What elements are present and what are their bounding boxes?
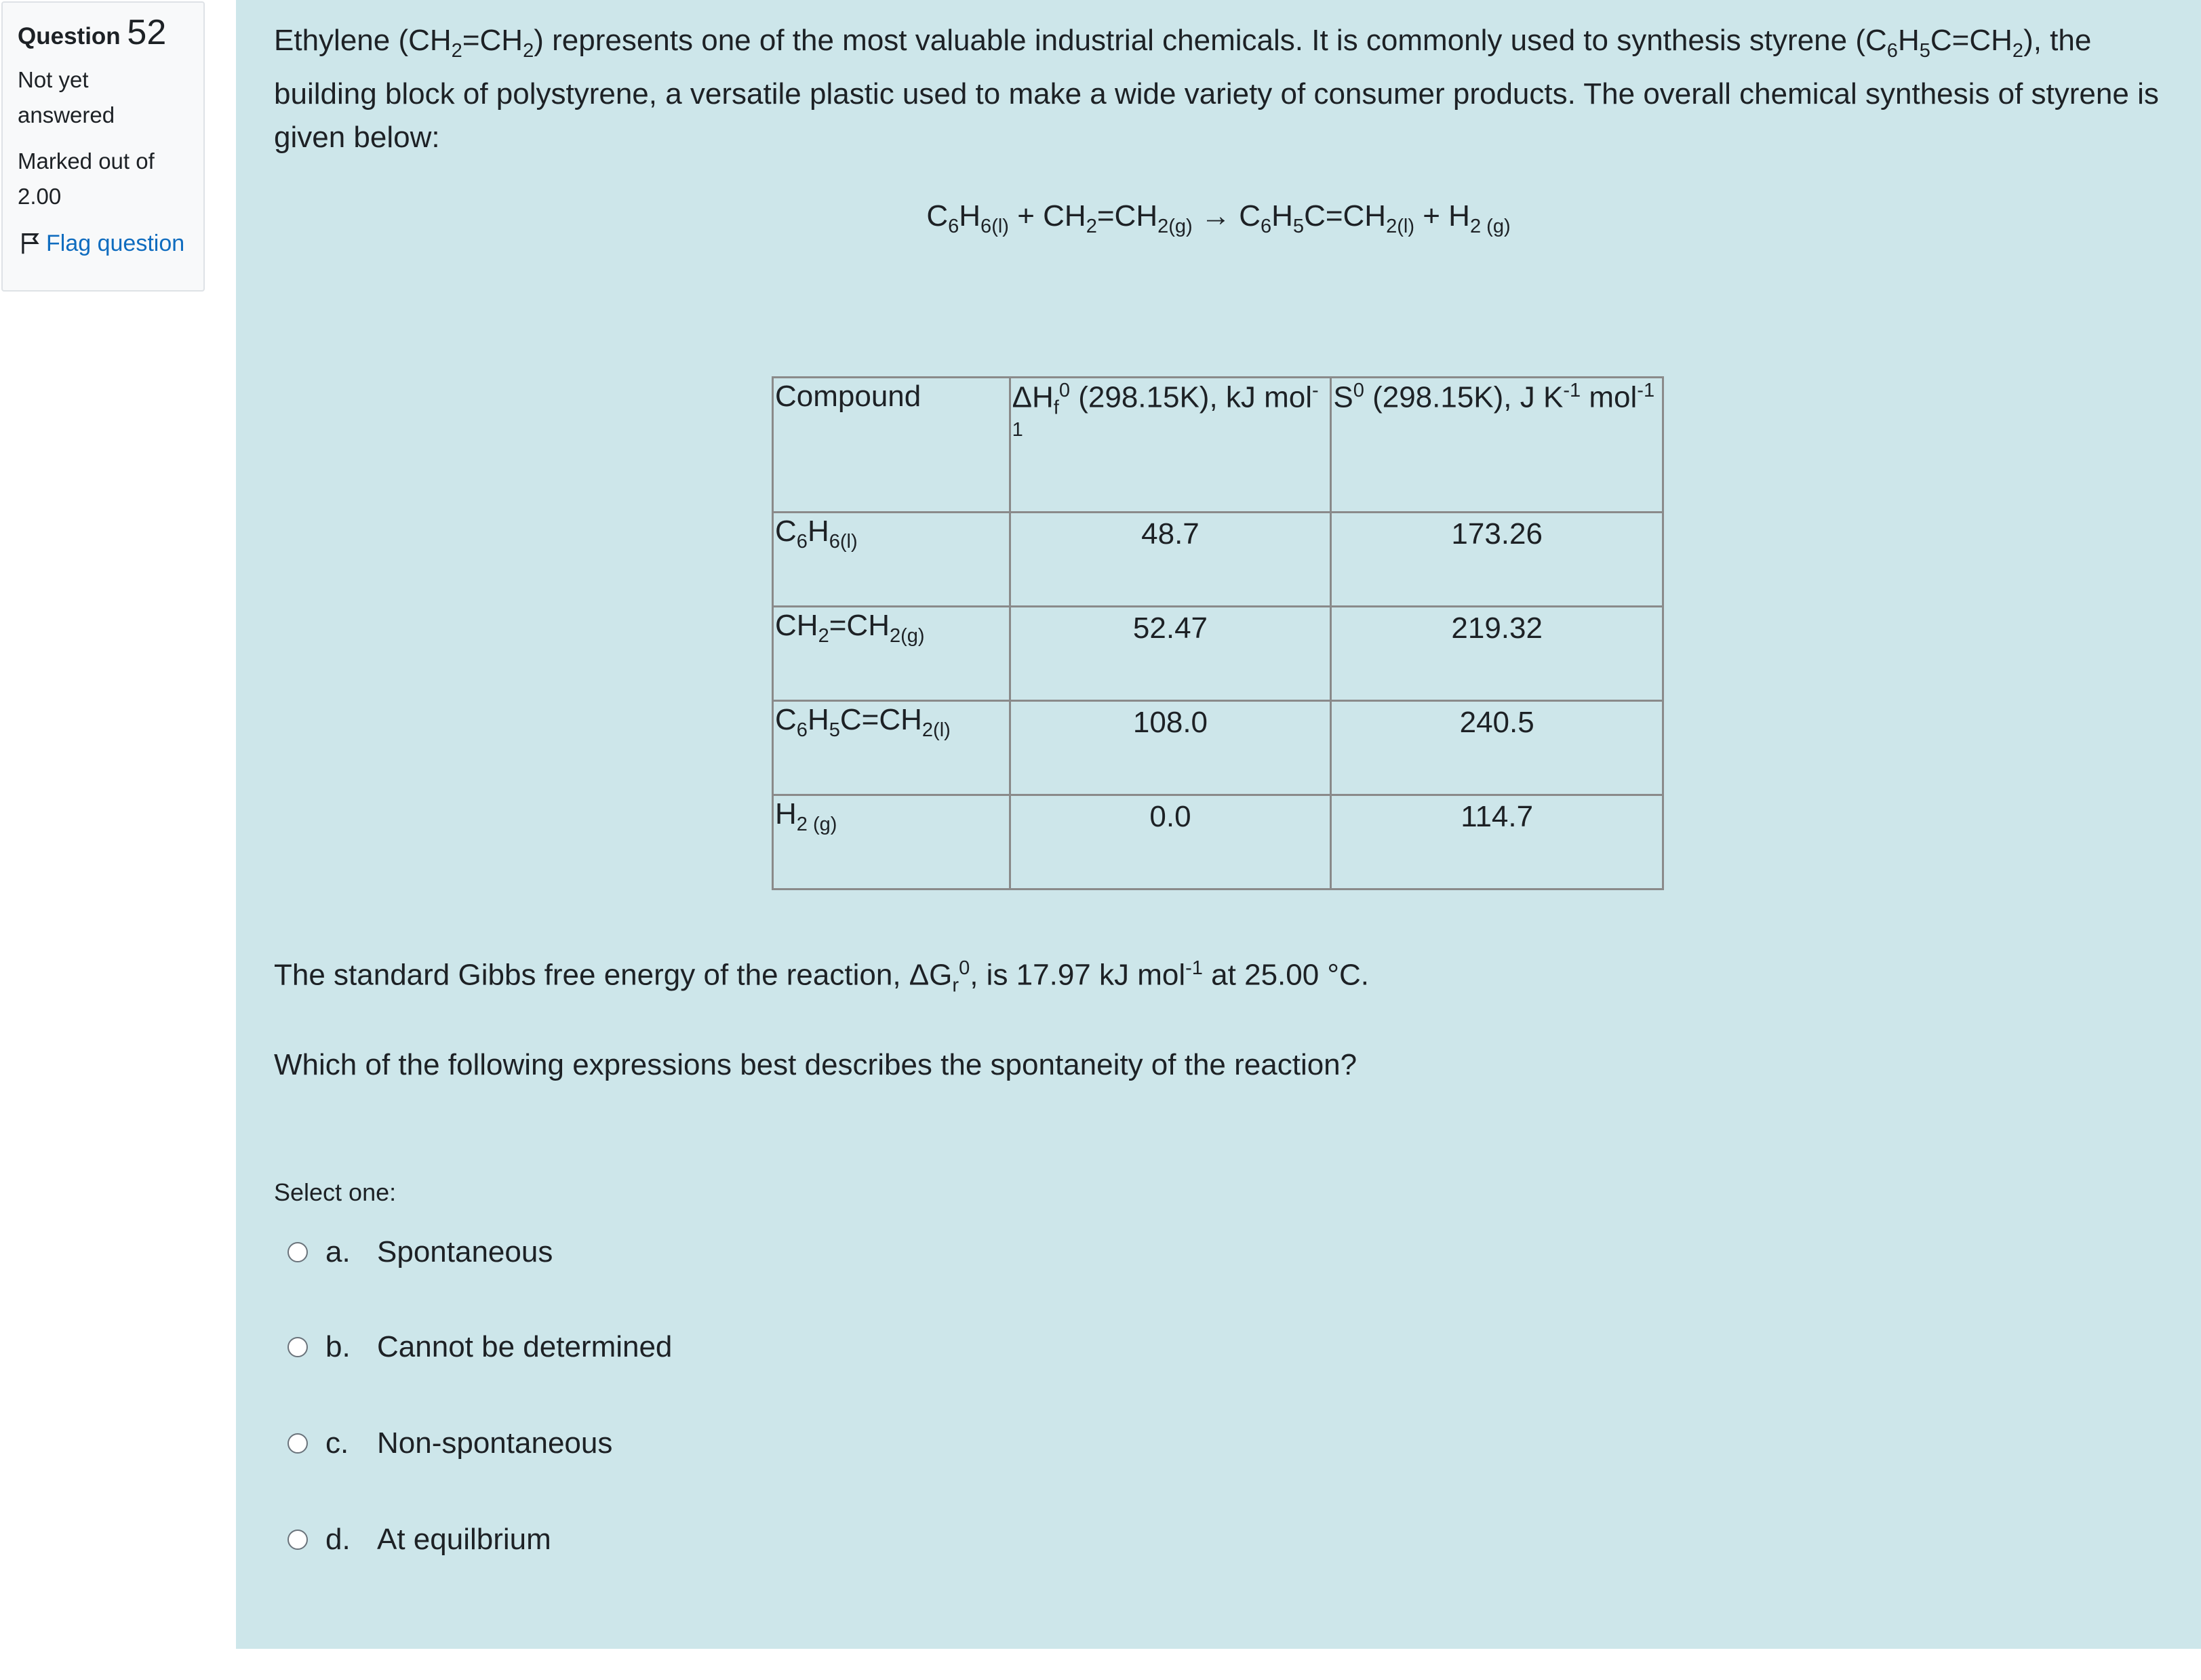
enthalpy-cell: 0.0 bbox=[1010, 795, 1331, 889]
answer-option-c[interactable] bbox=[287, 1426, 612, 1460]
option-letter-d: d. bbox=[325, 1523, 351, 1556]
question-info-panel bbox=[1, 1, 205, 292]
entropy-cell: 114.7 bbox=[1331, 795, 1663, 889]
header-compound: Compound bbox=[773, 378, 1010, 513]
table-row bbox=[773, 701, 1663, 795]
question-intro: Ethylene $(CH_2=CH_2)$ represents one of the most valuable industrial chemicals. It is commonly used to synthesis styrene $(C_6H_5C=CH_2)$, the building block of polystyrene, a versatile plastic used to make a wide variety of consumer products. The overall chemical synthesis of styrene is given below: bbox=[274, 24, 2159, 154]
table-row bbox=[773, 607, 1663, 701]
compound-cell: $C_6H_5C=CH_{2(l)}$ bbox=[773, 701, 1010, 795]
flag-question-label[interactable]: Flag question bbox=[46, 231, 185, 256]
table-header-row bbox=[773, 378, 1663, 513]
option-text-a[interactable]: Spontaneous bbox=[377, 1235, 553, 1268]
enthalpy-cell: 52.47 bbox=[1010, 607, 1331, 701]
compound-cell: $CH_2=CH_{2(g)}$ bbox=[773, 607, 1010, 701]
option-letter-b: b. bbox=[325, 1330, 351, 1363]
compound-cell: $C_6H_{6(l)}$ bbox=[773, 513, 1010, 607]
question-state: Not yet answered bbox=[18, 67, 115, 127]
header-enthalpy: $\Delta H_f^0$ (298.15K), kJ mol$^{-1}$ bbox=[1010, 378, 1331, 513]
answer-option-a[interactable] bbox=[287, 1235, 553, 1269]
option-letter-a: a. bbox=[325, 1235, 351, 1268]
select-one-label: Select one: bbox=[274, 1178, 397, 1206]
enthalpy-cell: 48.7 bbox=[1010, 513, 1331, 607]
table-row bbox=[773, 795, 1663, 889]
option-letter-c: c. bbox=[325, 1426, 349, 1460]
thermodynamic-data-table bbox=[772, 376, 1664, 890]
flag-icon bbox=[18, 231, 43, 257]
answer-option-b[interactable] bbox=[287, 1330, 672, 1364]
reaction-equation: $C_6H_{6(l)} + CH_2=CH_{2(g)} \to C_6H_5C=CH_{2(l)} + H_{2 (g)}$ bbox=[926, 199, 1511, 237]
question-title bbox=[18, 12, 189, 53]
option-text-d[interactable]: At equilbrium bbox=[377, 1523, 551, 1556]
option-text-b[interactable]: Cannot be determined bbox=[377, 1330, 673, 1363]
question-grade: Marked out of 2.00 bbox=[18, 148, 155, 209]
radio-button-d[interactable] bbox=[287, 1529, 308, 1550]
enthalpy-cell: 108.0 bbox=[1010, 701, 1331, 795]
radio-button-a[interactable] bbox=[287, 1242, 308, 1262]
compound-cell: $H_{2 (g)}$ bbox=[773, 795, 1010, 889]
question-number: 52 bbox=[127, 13, 167, 52]
entropy-cell: 173.26 bbox=[1331, 513, 1663, 607]
gibbs-statement: The standard Gibbs free energy of the reaction, $\Delta G_r^0$, is 17.97 kJ mol$^{-1}$ at 25.00 °C. bbox=[274, 957, 1370, 997]
answer-option-d[interactable] bbox=[287, 1523, 551, 1557]
question-content bbox=[236, 0, 2201, 1649]
question-label: Question bbox=[18, 23, 121, 49]
radio-button-c[interactable] bbox=[287, 1433, 308, 1454]
entropy-cell: 240.5 bbox=[1331, 701, 1663, 795]
question-prompt-text: Which of the following expressions best describes the spontaneity of the reaction? bbox=[274, 1048, 1357, 1081]
radio-button-b[interactable] bbox=[287, 1337, 308, 1357]
table-row bbox=[773, 513, 1663, 607]
flag-question-link[interactable] bbox=[18, 231, 189, 257]
header-entropy: $S^0$ (298.15K), J $K^{-1}$ mol$^{-1}$ bbox=[1331, 378, 1663, 513]
option-text-c[interactable]: Non-spontaneous bbox=[377, 1426, 613, 1460]
entropy-cell: 219.32 bbox=[1331, 607, 1663, 701]
